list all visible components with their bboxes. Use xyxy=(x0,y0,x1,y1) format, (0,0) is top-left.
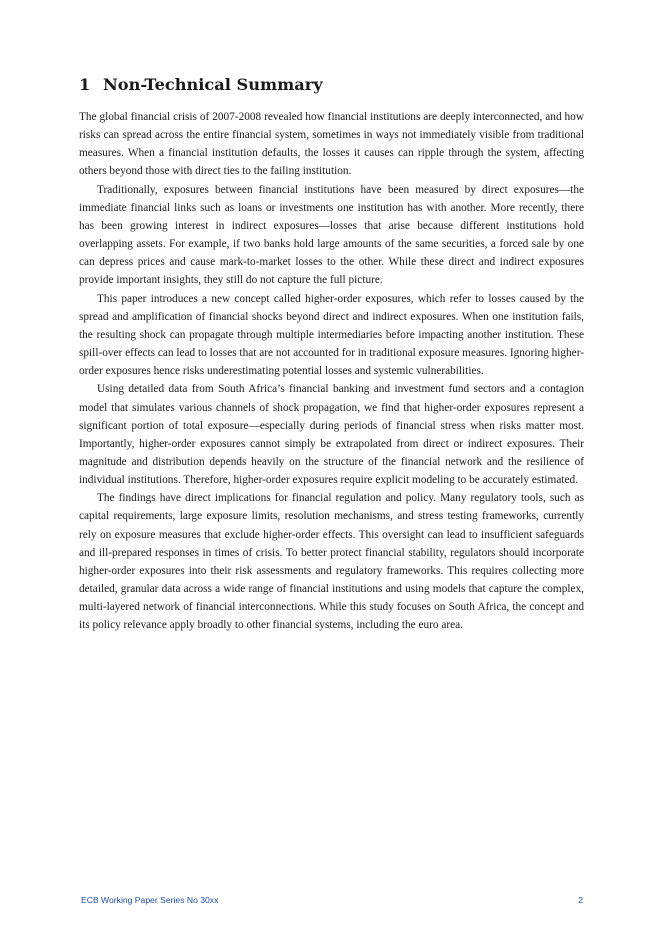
footer-page-number: 2 xyxy=(578,895,583,905)
paragraph-policy: The findings have direct implications for financial regulation and policy. Many regulatory tools, such as capital requirements, large exposure limits, resolution mechanisms, and stress testing frameworks, currently rely on exposure measures that exclude higher-order effects. This oversight can lead to insufficient safeguards and ill-prepared responses in times of crisis. To better protect financial stability, regulators should incorporate higher-order exposures into their risk assessments and regulatory frameworks. This requires collecting more detailed, granular data across a wide range of financial institutions and using models that capture the complex, multi-layered network of financial interconnections. While this study focuses on South Africa, the concept and its policy relevance apply broadly to other financial systems, including the euro area. xyxy=(79,492,584,632)
paragraph-findings: Using detailed data from South Africa’s financial banking and investment fund sectors and a contagion model that simulates various channels of shock propagation, we find that higher-order exposures represent a significant portion of total exposure—especially during periods of financial stress when risks matter most. Importantly, higher-order exposures cannot simply be extrapolated from direct or indirect exposures. Their magnitude and distribution depends heavily on the structure of the financial network and the resilience of individual institutions. Therefore, higher-order exposures require explicit modeling to be accurately estimated. xyxy=(79,383,584,487)
section-number: 1 xyxy=(79,75,91,94)
footer-series: ECB Working Paper Series No 30xx xyxy=(81,895,219,905)
paragraph-higher-order: This paper introduces a new concept called higher-order exposures, which refer to losses caused by the spread and amplification of financial shocks beyond direct and indirect exposures. When one institution fails, the resulting shock can propagate through multiple intermediaries before impacting another institution. These spill-over effects can lead to losses that are not accounted for in traditional exposure measures. Ignoring higher-order exposures hence risks underestimating potential losses and systemic vulnerabilities. xyxy=(79,292,584,378)
section-title: Non-Technical Summary xyxy=(103,75,323,94)
section-heading xyxy=(79,75,323,95)
paragraph-exposures: Traditionally, exposures between financial institutions have been measured by direct exposures—the immediate financial links such as loans or investments one institution has with another. More recently, there has been growing interest in indirect exposures—losses that arise because different institutions hold overlapping assets. For example, if two banks hold large amounts of the same securities, a forced sale by one can depress prices and cause mark-to-market losses to the other. While these direct and indirect exposures provide important insights, they still do not capture the full picture. xyxy=(79,183,584,287)
paragraph-crisis: The global financial crisis of 2007-2008 revealed how financial institutions are deeply interconnected, and how risks can spread across the entire financial system, sometimes in ways not immediately visible from traditional measures. When a financial institution defaults, the losses it causes can ripple through the system, affecting others beyond those with direct ties to the failing institution. xyxy=(79,111,584,178)
summary-body xyxy=(79,108,584,635)
